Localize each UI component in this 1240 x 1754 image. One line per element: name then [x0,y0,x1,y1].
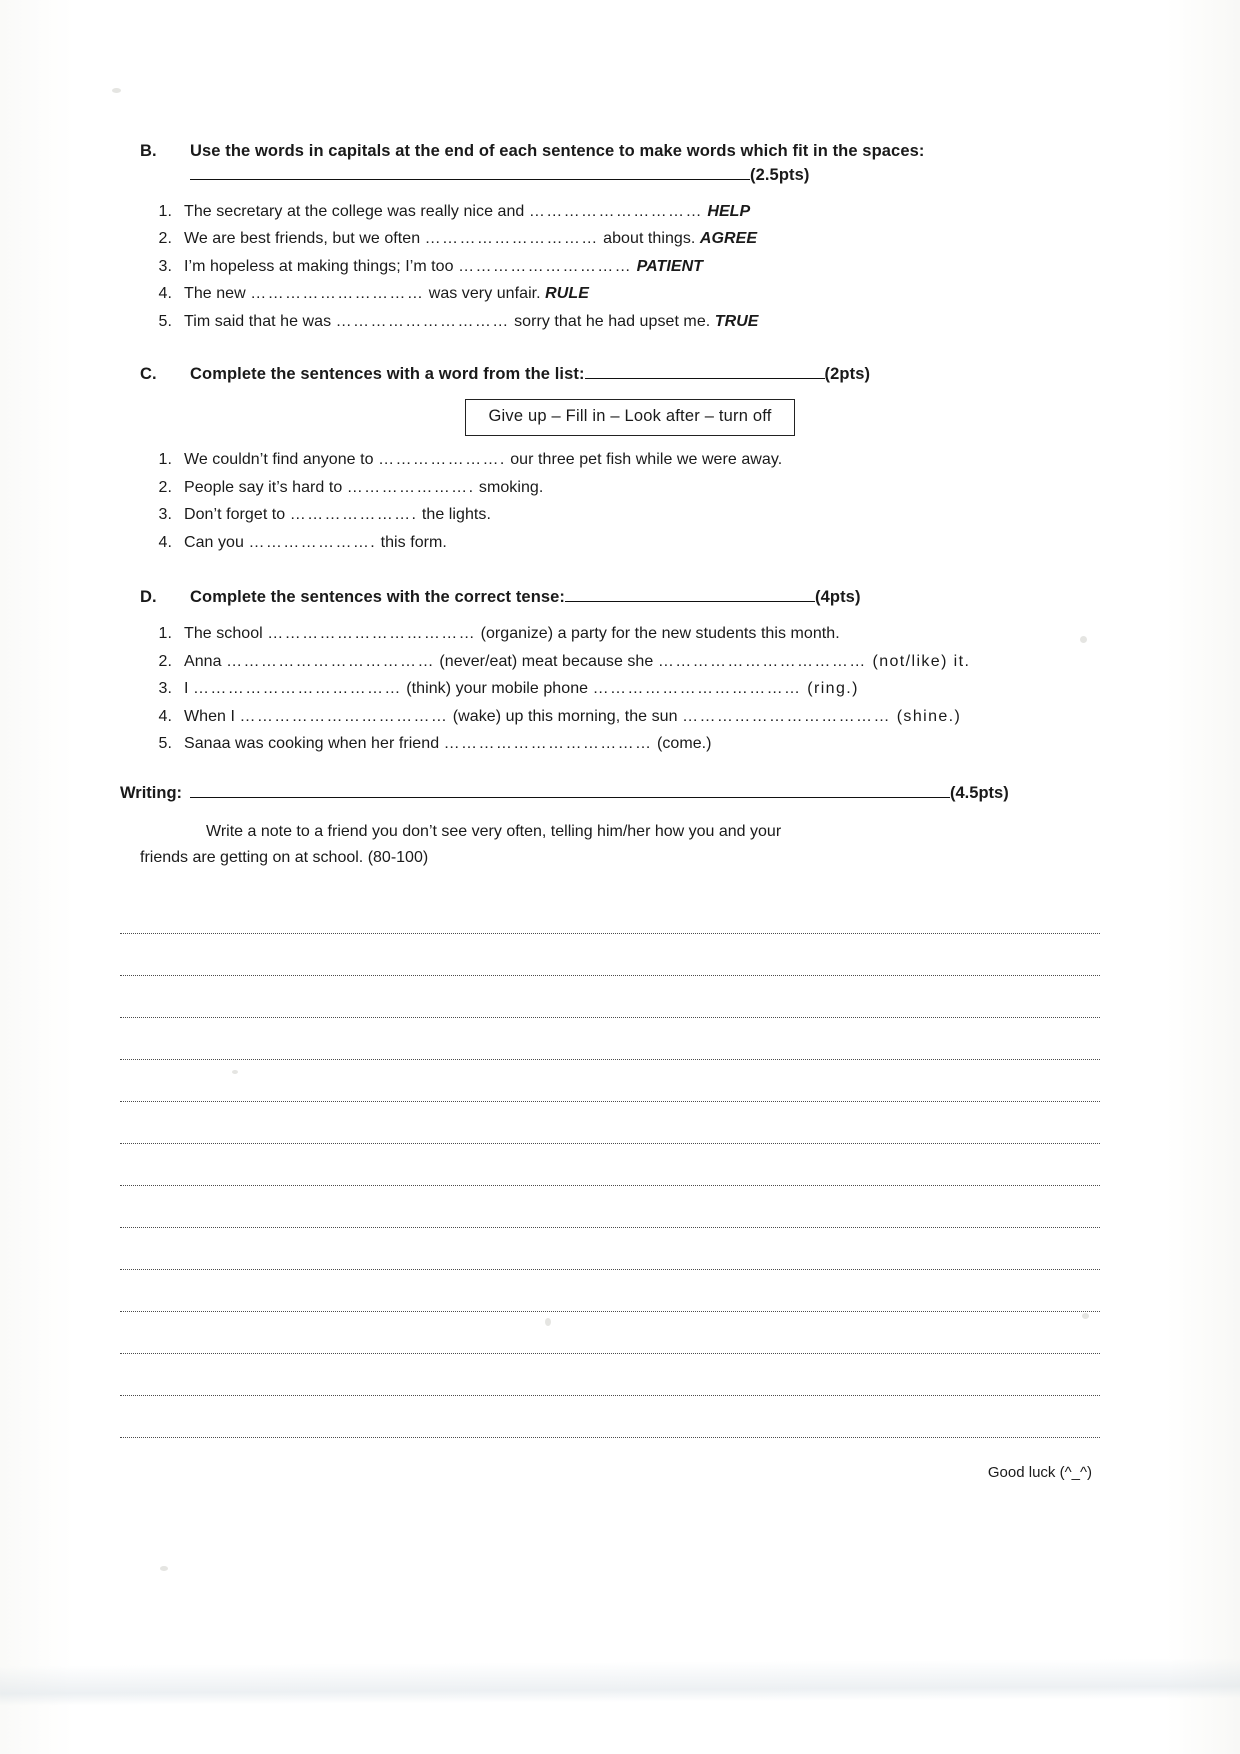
item-number: 4. [158,285,172,303]
item-blank: ………………………… [335,312,510,330]
item-text: Don’t forget to [184,506,290,524]
section-d-questions [140,620,1100,758]
item-cue-word: AGREE [699,230,758,248]
answer-line[interactable] [120,1060,1100,1102]
section-c-questions [140,446,1100,556]
list-item [140,675,1100,703]
item-number: 1. [158,625,172,643]
item-tail: this form. [376,533,447,551]
list-item [140,253,1100,281]
section-b-letter: B. [140,142,157,160]
item-tail: (organize) a party for the new students this month. [476,625,840,643]
section-c-letter: C. [140,365,157,384]
item-number: 1. [158,451,172,469]
section-b-points: (2.5pts) [750,165,810,184]
answer-line[interactable] [120,1018,1100,1060]
scan-speck [112,88,121,93]
answer-line[interactable] [120,892,1100,934]
item-blank: ……………………………… [193,680,402,698]
section-d-rule [565,588,815,603]
section-b-title: Use the words in capitals at the end of each sentence to make words which fit in the spaces: [190,142,925,160]
answer-line[interactable] [120,1228,1100,1270]
writing-prompt [140,819,1100,870]
item-tail: (never/eat) meat because she [434,652,658,670]
list-item [140,474,1100,502]
scan-edge-artifact [0,1658,1240,1706]
item-tail: (think) your mobile phone [401,680,593,698]
section-d-points: (4pts) [815,588,861,607]
answer-line[interactable] [120,976,1100,1018]
writing-label: Writing: [120,783,183,802]
item-tail: (come.) [652,735,712,753]
section-c [140,363,1100,556]
footer-good-luck: Good luck (^_^) [987,1464,1092,1482]
writing-section [120,784,1100,1481]
item-number: 3. [158,257,172,275]
section-c-rule [585,365,825,380]
item-cue-word: TRUE [714,312,759,330]
item-number: 4. [158,533,172,551]
item-cue-word: PATIENT [636,257,703,275]
word-bank: Give up – Fill in – Look after – turn off [465,399,794,436]
document-content [120,140,1100,1485]
item-number: 5. [158,735,172,753]
answer-line[interactable] [120,1312,1100,1354]
list-item [140,620,1100,648]
item-number: 2. [158,230,172,248]
answer-line[interactable] [120,1396,1100,1438]
section-d-letter: D. [140,588,157,607]
list-item [140,308,1100,336]
writing-heading [120,784,1100,803]
section-d [140,586,1100,758]
section-c-points: (2pts) [824,365,871,384]
answer-line[interactable] [120,1270,1100,1312]
item-number: 5. [158,312,172,330]
item-tail: sorry that he had upset me. [509,312,715,330]
item-number: 3. [158,680,172,698]
writing-points: (4.5pts) [950,783,1009,802]
item-blank: …………………. [289,506,418,524]
list-item [140,198,1100,226]
item-text: We are best friends, but we often [184,230,425,248]
list-item [140,225,1100,253]
section-d-heading [140,586,1100,610]
list-item [140,529,1100,557]
item-text: Tim said that he was [184,312,336,330]
section-c-title: Complete the sentences with a word from the list: [190,365,585,384]
writing-rule [190,784,950,799]
item-tail: (wake) up this morning, the sun [448,707,683,725]
item-blank: ………………………… [250,285,425,303]
item-number: 4. [158,707,172,725]
item-text: Can you [184,533,249,551]
item-cue-word: RULE [545,285,589,303]
item-text: I’m hopeless at making things; I’m too [184,257,459,275]
item-text: When I [184,707,240,725]
item-tail: smoking. [474,478,544,496]
item-number: 1. [158,202,172,220]
item-text: Anna [184,652,227,670]
item-tail: about things. [598,230,700,248]
answer-line[interactable] [120,1144,1100,1186]
item-after: ……………………………… (not/like) it. [657,652,971,670]
list-item [140,446,1100,474]
section-d-title: Complete the sentences with the correct tense: [190,588,566,607]
writing-prompt-line-1: Write a note to a friend you don’t see very often, telling him/her how you and your [206,822,782,840]
list-item [140,703,1100,731]
list-item [140,280,1100,308]
section-b [140,140,1100,335]
item-text: I [184,680,193,698]
item-text: The school [184,625,268,643]
item-text: Sanaa was cooking when her friend [184,735,444,753]
item-number: 2. [158,652,172,670]
item-tail: was very unfair. [424,285,546,303]
answer-lines [120,892,1100,1438]
item-blank: ……………………………… [226,652,435,670]
section-b-heading [140,140,1100,188]
list-item [140,501,1100,529]
answer-line[interactable] [120,934,1100,976]
answer-line[interactable] [120,1354,1100,1396]
item-blank: …………………. [248,533,377,551]
section-b-rule [190,165,750,180]
list-item [140,648,1100,676]
writing-prompt-line-2: friends are getting on at school. (80-100) [140,848,429,866]
item-tail: the lights. [417,506,491,524]
answer-line[interactable] [120,1102,1100,1144]
item-number: 3. [158,506,172,524]
item-blank: ……………………………… [267,625,477,643]
item-text: The new [184,285,251,303]
item-blank: …………………. [378,451,506,469]
section-c-heading [140,363,1100,387]
item-blank: …………………. [346,478,475,496]
answer-line[interactable] [120,1186,1100,1228]
item-blank: ………………………… [458,257,633,275]
list-item [140,730,1100,758]
item-blank: ………………………… [424,230,599,248]
item-cue-word: HELP [707,202,751,220]
item-text: The secretary at the college was really nice and [184,202,529,220]
item-blank: ………………………… [528,202,703,220]
item-after: ……………………………… (shine.) [682,707,962,725]
scan-speck [160,1566,168,1571]
word-bank-container [140,399,1100,436]
item-number: 2. [158,478,172,496]
item-tail: our three pet fish while we were away. [505,451,783,469]
item-after: ……………………………… (ring.) [592,680,859,698]
item-text: We couldn’t find anyone to [184,451,379,469]
item-text: People say it’s hard to [184,478,347,496]
item-blank: ……………………………… [239,707,449,725]
section-b-questions [140,198,1100,336]
item-blank: ……………………………… [443,735,653,753]
